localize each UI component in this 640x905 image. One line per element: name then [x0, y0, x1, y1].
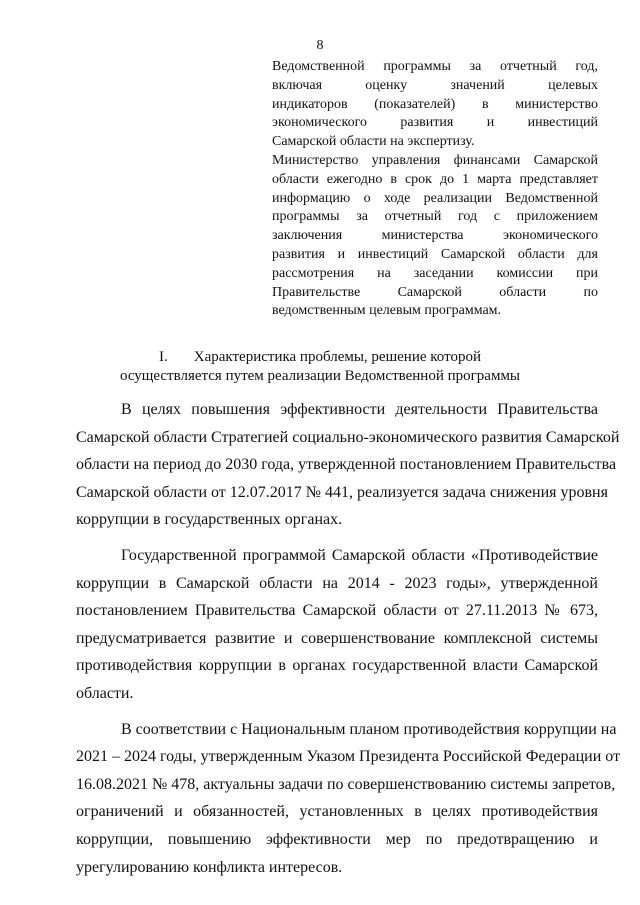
paragraph-line: коррупции в государственных органах. — [76, 511, 343, 529]
paragraph-line: В целях повышения эффективности деятельности Правительства — [121, 401, 598, 418]
section-title-text: Характеристика проблемы, решение которой — [193, 349, 481, 365]
text-line: Министерство управления финансами Самарской — [272, 152, 598, 168]
paragraph-line: коррупции, повышению эффективности мер по предотвращению и — [76, 830, 598, 848]
section-heading — [0, 348, 640, 385]
section-numeral: I. — [159, 349, 168, 365]
text-line: программы за отчетный год с приложением — [272, 209, 598, 225]
right-column-text — [272, 58, 598, 321]
paragraph-line: постановлением Правительства Самарской области от 27.11.2013 № 673, — [76, 602, 598, 620]
paragraph-line: области на период до 2030 года, утвержденной постановлением Правительства — [76, 456, 617, 474]
page-number: 8 — [316, 38, 324, 53]
text-line: ведомственным целевым программам. — [272, 303, 502, 319]
text-line: Ведомственной программы за отчетный год, — [272, 59, 598, 74]
paragraph-line: 2021 – 2024 годы, утвержденным Указом Президента Российской Федерации от — [76, 748, 621, 766]
text-line: включая оценку значений целевых — [272, 77, 598, 93]
text-line: индикаторов (показателей) в министерство — [272, 96, 598, 112]
text-line: информацию о ходе реализации Ведомственной — [272, 190, 598, 206]
paragraph-line: области. — [76, 684, 134, 702]
paragraph-line: 16.08.2021 № 478, актуальны задачи по совершенствованию системы запретов, — [76, 775, 616, 793]
text-line: экономического развития и инвестиций — [272, 115, 598, 131]
paragraph-line: коррупции в Самарской области на 2014 - 2023 годы», утвержденной — [76, 574, 598, 592]
paragraph-line: ограничений и обязанностей, установленных в целях противодействия — [76, 803, 598, 821]
section-heading-line-2: осуществляется путем реализации Ведомственной программы — [119, 367, 521, 384]
text-line: заключения министерства экономического — [272, 228, 598, 244]
paragraph-line: Государственной программой Самарской области «Противодействие — [121, 546, 598, 564]
paragraph-line: В соответствии с Национальным планом противодействия коррупции на — [121, 720, 617, 738]
section-heading-line-1 — [0, 348, 640, 367]
paragraph-line: Самарской области Стратегией социально-экономического развития Самарской — [76, 428, 620, 446]
text-line: рассмотрения на заседании комиссии при — [272, 265, 598, 281]
body-text — [76, 396, 621, 881]
paragraph-line: предусматривается развитие и совершенствование комплексной системы — [76, 629, 598, 647]
text-line: области ежегодно в срок до 1 марта представляет — [272, 171, 598, 187]
text-line: развития и инвестиций Самарской области для — [272, 246, 598, 262]
paragraph-line: противодействия коррупции в органах государственной власти Самарской — [76, 657, 598, 675]
paragraph-line: Самарской области от 12.07.2017 № 441, реализуется задача снижения уровня — [76, 483, 608, 501]
text-line: Правительстве Самарской области по — [272, 284, 598, 300]
text-line: Самарской области на экспертизу. — [272, 134, 475, 150]
paragraph-line: урегулированию конфликта интересов. — [76, 858, 343, 876]
